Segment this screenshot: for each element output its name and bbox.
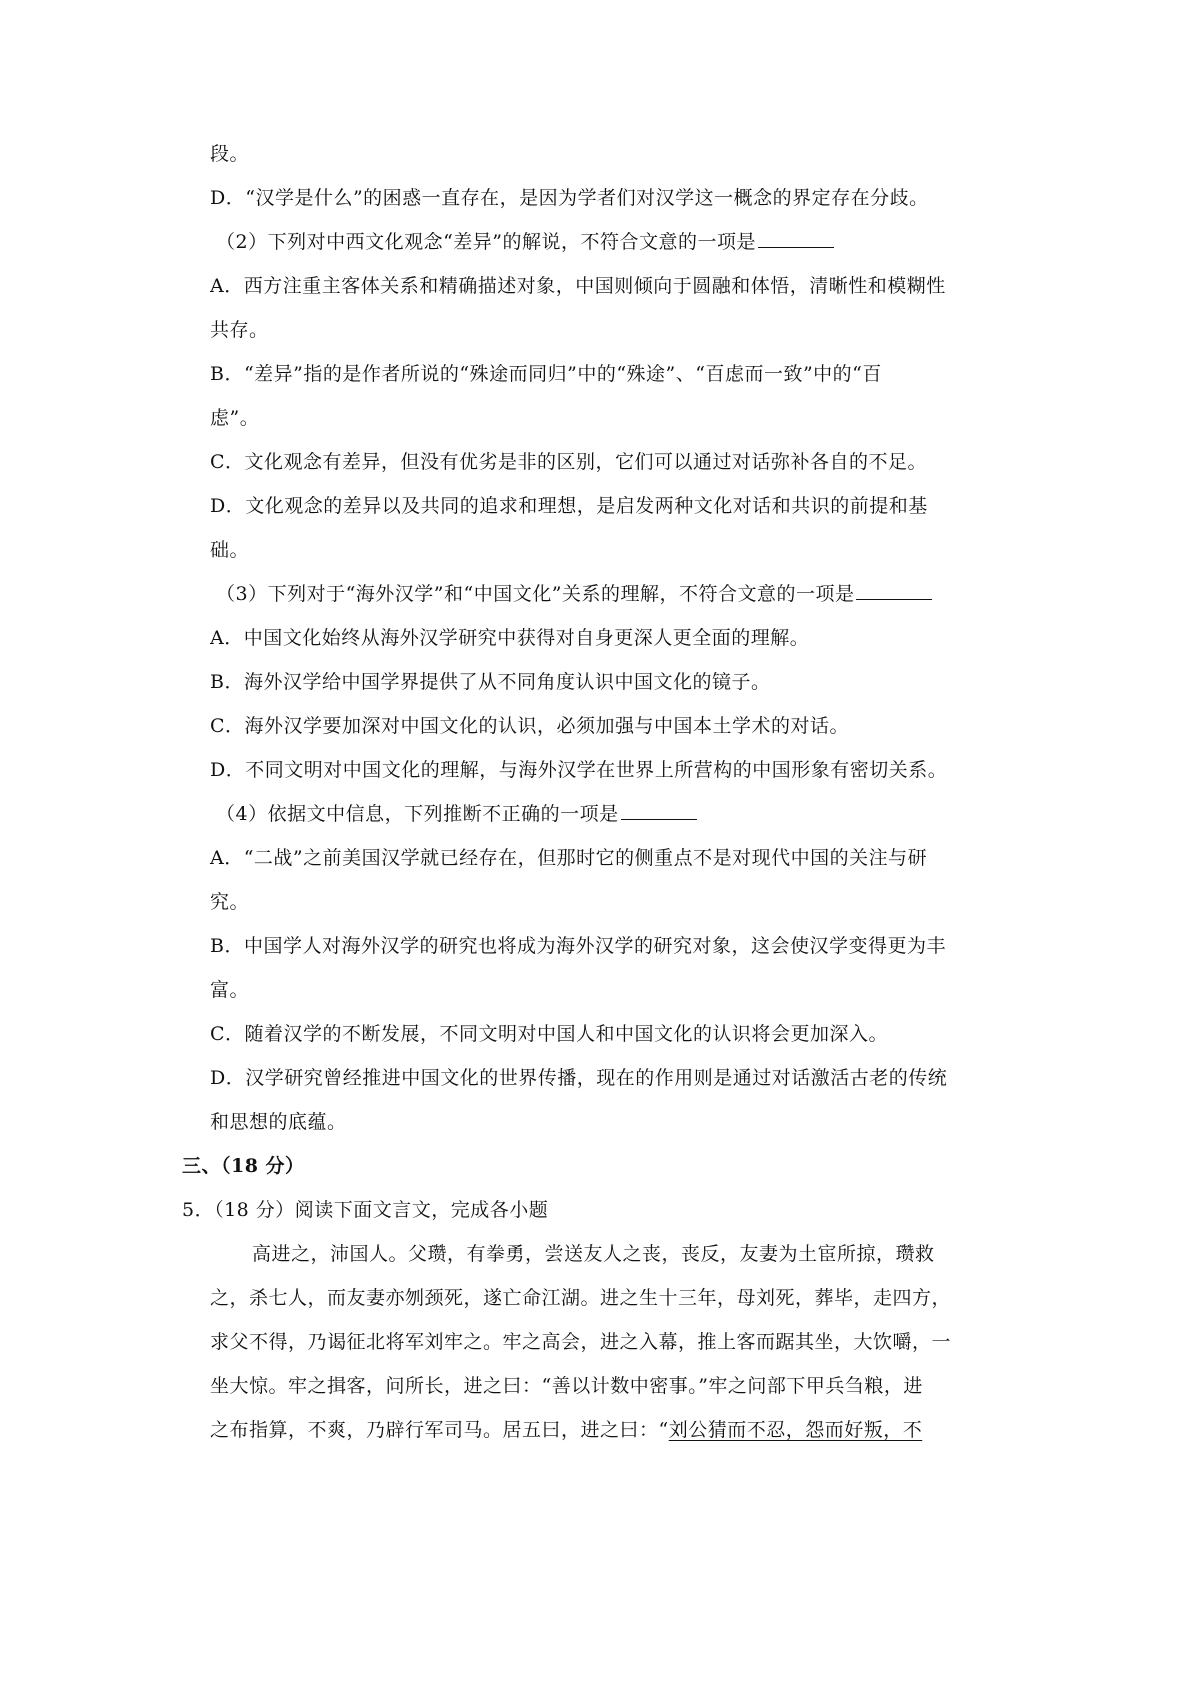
text-line: 和思想的底蕴。 xyxy=(210,1111,347,1133)
option-c-line: C．文化观念有差异，但没有优劣是非的区别，它们可以通过对话弥补各自的不足。 xyxy=(210,451,928,473)
text-line: 础。 xyxy=(210,539,250,561)
answer-blank xyxy=(856,581,932,600)
option-c-line: C．随着汉学的不断发展，不同文明对中国人和中国文化的认识将会更加深入。 xyxy=(210,1023,889,1045)
question-3-text: （3）下列对于“海外汉学”和“中国文化”关系的理解，不符合文意的一项是 xyxy=(216,583,855,605)
option-d-line: D．不同文明对中国文化的理解，与海外汉学在世界上所营构的中国形象有密切关系。 xyxy=(210,759,948,781)
question-5: 5．（18 分）阅读下面文言文，完成各小题 xyxy=(182,1199,549,1221)
option-d-line: D．汉学研究曾经推进中国文化的世界传播，现在的作用则是通过对话激活古老的传统 xyxy=(210,1067,948,1089)
option-a-line: A．中国文化始终从海外汉学研究中获得对自身更深人更全面的理解。 xyxy=(210,627,810,649)
answer-blank xyxy=(621,801,697,820)
text-line: 富。 xyxy=(210,979,250,1001)
option-d-line: D．文化观念的差异以及共同的追求和理想，是启发两种文化对话和共识的前提和基 xyxy=(210,495,928,517)
passage-line: 求父不得，乃谒征北将军刘牢之。牢之高会，进之入幕，推上客而踞其坐，大饮嚼，一 xyxy=(210,1331,952,1353)
option-c-line: C．海外汉学要加深对中国文化的认识，必须加强与中国本土学术的对话。 xyxy=(210,715,850,737)
text-line: 虑”。 xyxy=(210,407,260,429)
option-b-line: B．中国学人对海外汉学的研究也将成为海外汉学的研究对象，这会使汉学变得更为丰 xyxy=(210,935,946,957)
option-b-line: B．海外汉学给中国学界提供了从不同角度认识中国文化的镜子。 xyxy=(210,671,771,693)
underlined-sentence: 刘公猜而不忍，怨而好叛，不 xyxy=(668,1419,923,1441)
question-2-text: （2）下列对中西文化观念“差异”的解说，不符合文意的一项是 xyxy=(216,231,757,253)
text-line: 段。 xyxy=(210,143,250,165)
section-heading: 三、（18 分） xyxy=(182,1155,305,1177)
answer-blank xyxy=(758,229,834,248)
passage-line: 之，杀七人，而友妻亦刎颈死，遂亡命江湖。进之生十三年，母刘死，葬毕，走四方， xyxy=(210,1287,952,1309)
passage-text: 之布指算，不爽，乃辟行军司马。居五曰，进之曰：“ xyxy=(210,1419,669,1441)
passage-line: 坐大惊。牢之揖客，问所长，进之曰：“善以计数中密事。”牢之问部下甲兵刍粮，进 xyxy=(210,1375,923,1397)
option-a-line: A．西方注重主客体关系和精确描述对象，中国则倾向于圆融和体悟，清晰性和模糊性 xyxy=(210,275,946,297)
question-4-text: （4）依据文中信息，下列推断不正确的一项是 xyxy=(216,803,619,825)
text-line: 共存。 xyxy=(210,319,269,341)
passage-line xyxy=(210,1416,1030,1444)
question-3 xyxy=(216,580,1036,608)
option-a-line: A．“二战”之前美国汉学就已经存在，但那时它的侧重点不是对现代中国的关注与研 xyxy=(210,847,928,869)
question-4 xyxy=(216,800,1036,828)
text-line: 究。 xyxy=(210,891,250,913)
option-d-line: D．“汉学是什么”的困惑一直存在，是因为学者们对汉学这一概念的界定存在分歧。 xyxy=(210,187,929,209)
passage-line: 高进之，沛国人。父瓒，有拳勇，尝送友人之丧，丧反，友妻为土宦所掠，瓒救 xyxy=(252,1243,935,1265)
question-2 xyxy=(216,228,1036,256)
option-b-line: B．“差异”指的是作者所说的“殊途而同归”中的“殊途”、“百虑而一致”中的“百 xyxy=(210,363,882,385)
